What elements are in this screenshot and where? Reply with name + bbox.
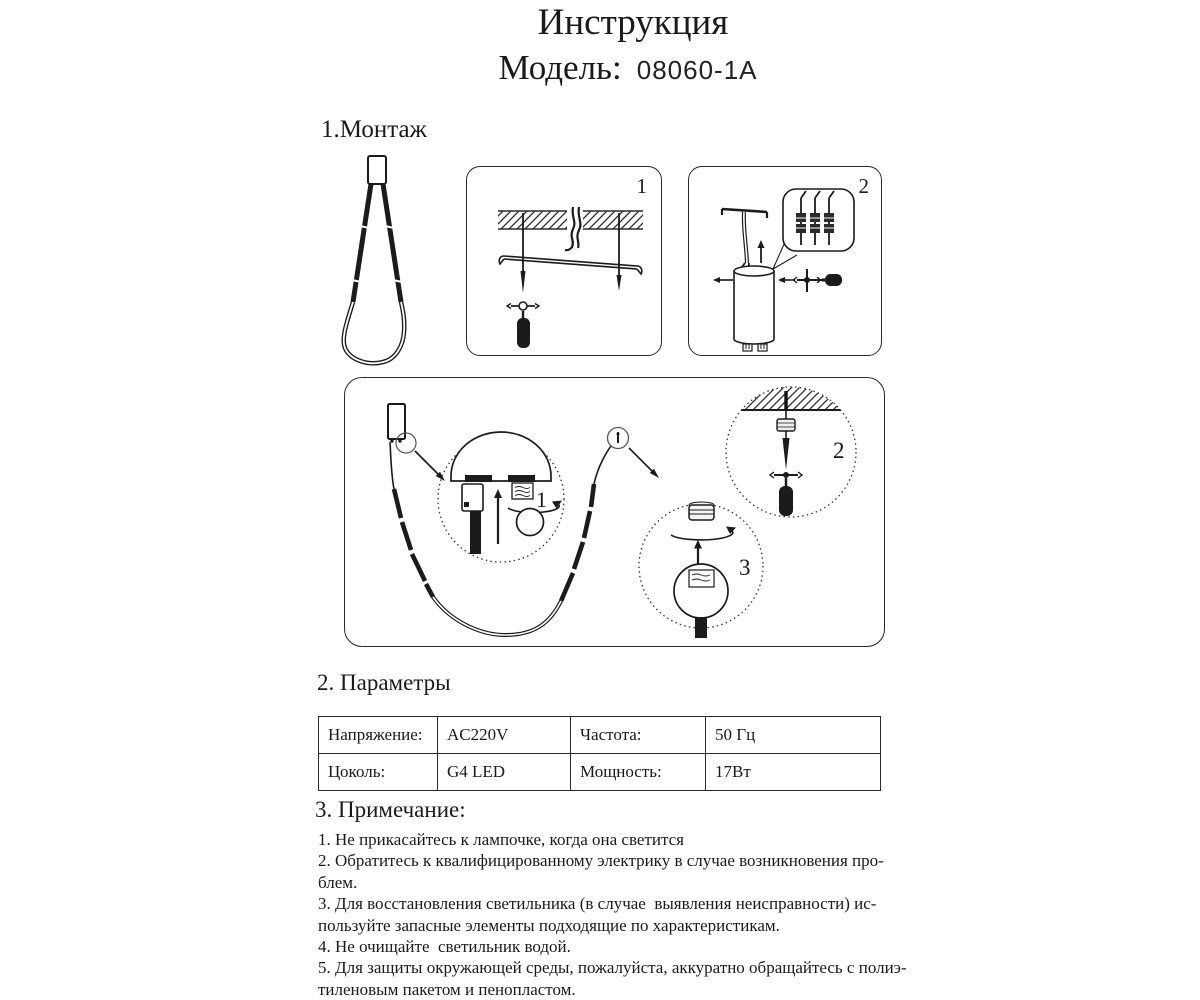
nut-ring (517, 509, 544, 536)
shade-detail-circle (639, 502, 763, 638)
ceiling-mount-point (608, 428, 629, 449)
canopy-cylinder (734, 266, 774, 351)
page-title: Инструкция (537, 2, 729, 43)
note-line: блем. (318, 872, 358, 892)
ceiling-hatch (726, 386, 856, 410)
table-row (319, 717, 881, 754)
label-plate (512, 483, 533, 499)
ceiling-hatch (498, 209, 643, 230)
ceiling-mount-box (368, 156, 386, 184)
step-2-drawing (689, 167, 878, 352)
detail-3-number: 3 (739, 555, 751, 580)
param-value: G4 LED (438, 754, 571, 791)
wing-nut (770, 472, 802, 478)
wiring-inset (783, 189, 854, 251)
socket-stub (695, 617, 707, 638)
pointer-arrow-1 (415, 451, 445, 481)
param-label: Мощность: (571, 754, 706, 791)
driver-box (388, 404, 405, 443)
param-value: AC220V (438, 717, 571, 754)
note-line: тиленовым пакетом и пенопластом. (318, 979, 576, 999)
canopy-detail-circle (438, 432, 564, 562)
note-line: 4. Не очищайте светильник водой. (318, 937, 571, 957)
screwdriver-icon (822, 274, 842, 286)
note-line: 3. Для восстановления светильника (в случае выявления неисправности) ис- (318, 894, 877, 914)
table-row (319, 754, 881, 791)
assembly-drawing (345, 378, 881, 643)
mounting-step-1-panel (466, 166, 662, 356)
cord-stub (470, 511, 481, 554)
wing-nut (507, 302, 539, 310)
step-2-number: 2 (858, 174, 869, 198)
rotate-arrow (671, 527, 736, 540)
model-line (498, 48, 757, 88)
detail-1-number: 1 (536, 487, 547, 512)
section-2-heading: 2. Параметры (317, 670, 451, 695)
winged-screw (794, 269, 826, 292)
param-label: Напряжение: (319, 717, 438, 754)
detail-2-number: 2 (833, 438, 845, 463)
ceiling-detail-circle (726, 386, 856, 517)
note-line: пользуйте запасные элементы подходящие по характеристикам. (318, 915, 780, 935)
param-value: 50 Гц (706, 717, 881, 754)
cord-grip-nut (777, 419, 795, 431)
label-plate (689, 570, 714, 587)
param-label: Частота: (571, 717, 706, 754)
lamp-arms (353, 184, 401, 302)
assembly-overview-panel (344, 377, 885, 647)
params-table (318, 716, 881, 791)
note-line: 2. Обратитесь к квалифицированному электрику в случае возникновения про- (318, 851, 884, 871)
note-line: 5. Для защиты окружающей среды, пожалуйста, аккуратно обращайтесь с полиэ- (318, 958, 907, 978)
mounting-step-2-panel (688, 166, 882, 356)
step-1-number: 1 (636, 174, 647, 198)
param-value: 17Вт (706, 754, 881, 791)
pendant-lamp-drawing (333, 150, 425, 368)
screw-taper (783, 438, 790, 470)
model-number: 08060-1A (636, 55, 758, 85)
step-1-drawing (467, 167, 658, 352)
threaded-cap (689, 502, 714, 520)
screwdriver-icon (517, 311, 530, 348)
pointer-arrow-2 (629, 448, 659, 478)
param-label: Цоколь: (319, 754, 438, 791)
screwdriver-icon (779, 478, 793, 516)
notes-list (318, 829, 907, 1000)
note-line: 1. Не прикасайтесь к лампочке, когда она светится (318, 830, 684, 849)
up-arrow (758, 240, 765, 263)
model-label: Модель: (498, 48, 622, 87)
lamp-loop-tube (344, 302, 405, 363)
section-1-heading: 1.Монтаж (321, 116, 427, 143)
canopy-dome (451, 432, 551, 481)
section-3-heading: 3. Примечание: (315, 797, 466, 822)
